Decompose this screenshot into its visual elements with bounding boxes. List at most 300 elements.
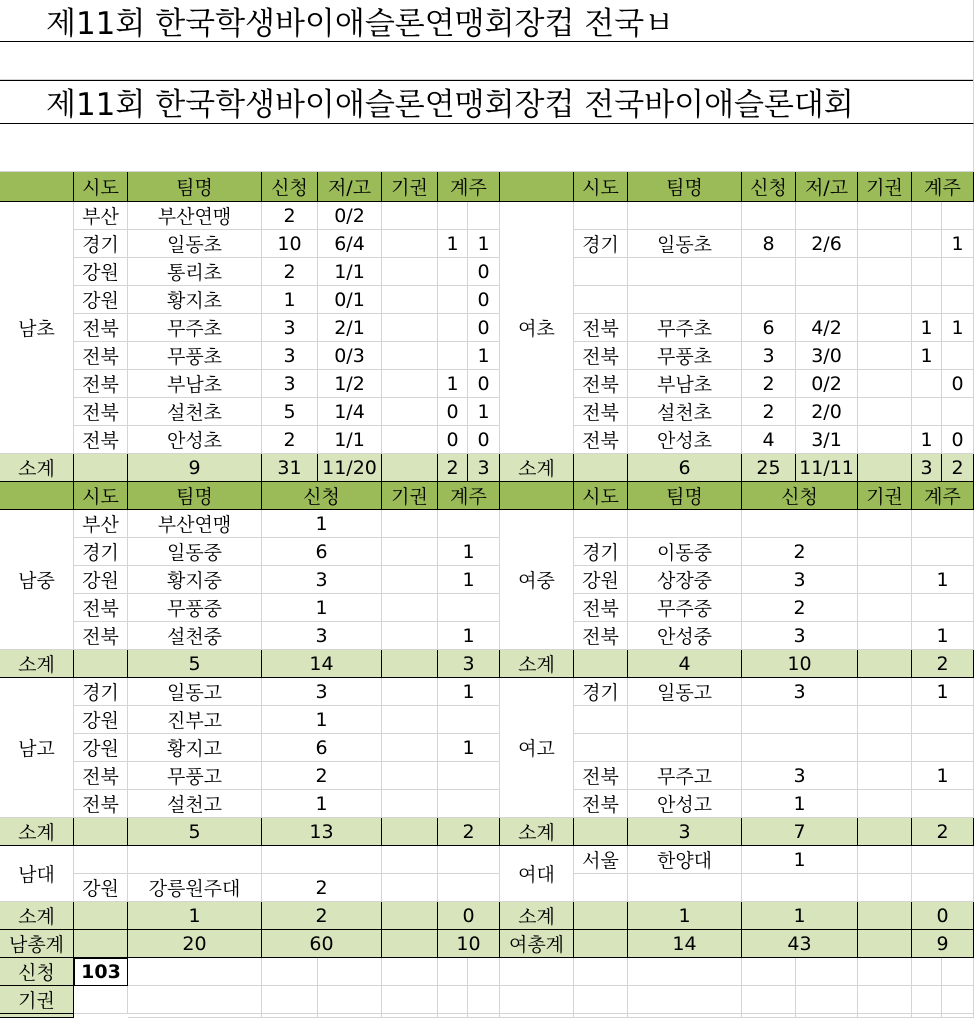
subtotal-label[interactable]: 소계 [0, 902, 74, 930]
forfeit-cell[interactable] [382, 370, 438, 398]
relay-cell[interactable]: 1 [438, 538, 500, 566]
empty-cell[interactable] [382, 958, 438, 986]
region-cell[interactable]: 경기 [74, 678, 128, 706]
region-cell[interactable]: 전북 [574, 790, 628, 818]
relay-cell[interactable] [438, 342, 468, 370]
team-cell[interactable]: 통리초 [128, 258, 262, 286]
subtotal-cell[interactable] [858, 818, 912, 846]
column-header[interactable]: 기권 [382, 172, 438, 202]
subtotal-relay[interactable]: 0 [438, 902, 500, 930]
subtotal-relay[interactable]: 0 [912, 902, 974, 930]
region-cell[interactable] [574, 874, 628, 902]
subtotal-teams[interactable]: 4 [628, 650, 742, 678]
relay-cell[interactable] [912, 370, 942, 398]
forfeit-cell[interactable] [858, 342, 912, 370]
forfeit-cell[interactable] [858, 510, 912, 538]
relay-cell[interactable]: 0 [438, 398, 468, 426]
column-header[interactable]: 계주 [912, 482, 974, 510]
subtotal-cell[interactable] [382, 902, 438, 930]
column-header[interactable]: 기권 [858, 172, 912, 202]
ratio-cell[interactable]: 1/1 [318, 426, 382, 454]
empty-cell[interactable] [500, 958, 574, 986]
empty-cell[interactable] [468, 1014, 500, 1018]
apply-cell[interactable]: 10 [262, 230, 318, 258]
subtotal-relay[interactable]: 2 [942, 454, 974, 482]
forfeit-cell[interactable] [382, 510, 438, 538]
subtotal-cell[interactable] [858, 650, 912, 678]
empty-cell[interactable] [500, 1014, 574, 1018]
region-cell[interactable]: 전북 [574, 370, 628, 398]
team-cell[interactable]: 부산연맹 [128, 202, 262, 230]
ratio-cell[interactable]: 1/2 [318, 370, 382, 398]
apply-cell[interactable] [742, 706, 858, 734]
region-cell[interactable] [74, 846, 128, 874]
subtotal-cell[interactable] [382, 454, 438, 482]
empty-cell[interactable] [574, 986, 628, 1014]
apply-cell[interactable]: 3 [262, 314, 318, 342]
ratio-cell[interactable]: 3/0 [796, 342, 858, 370]
empty-cell[interactable] [858, 958, 912, 986]
forfeit-cell[interactable] [858, 258, 912, 286]
empty-cell[interactable] [742, 958, 796, 986]
relay-cell[interactable]: 1 [468, 342, 500, 370]
team-cell[interactable]: 무풍고 [128, 762, 262, 790]
subtotal-cell[interactable] [574, 454, 628, 482]
region-cell[interactable] [574, 258, 628, 286]
region-cell[interactable]: 경기 [574, 678, 628, 706]
subtotal-relay[interactable]: 2 [438, 818, 500, 846]
subtotal-ratio[interactable]: 11/11 [796, 454, 858, 482]
forfeit-cell[interactable] [382, 538, 438, 566]
empty-cell[interactable] [742, 986, 796, 1014]
team-cell[interactable] [628, 202, 742, 230]
empty-cell[interactable] [262, 986, 318, 1014]
total-teams[interactable]: 20 [128, 930, 262, 958]
relay-cell[interactable] [912, 202, 942, 230]
region-cell[interactable]: 강원 [74, 258, 128, 286]
empty-cell[interactable] [628, 958, 742, 986]
apply-cell[interactable]: 2 [262, 202, 318, 230]
apply-cell[interactable]: 3 [262, 622, 382, 650]
empty-cell[interactable] [628, 1014, 742, 1018]
subtotal-cell[interactable] [74, 454, 128, 482]
empty-cell[interactable] [438, 958, 468, 986]
empty-cell[interactable] [574, 958, 628, 986]
division-label[interactable]: 남중 [0, 510, 74, 650]
region-cell[interactable]: 경기 [74, 230, 128, 258]
empty-cell[interactable] [382, 986, 438, 1014]
subtotal-cell[interactable] [574, 818, 628, 846]
forfeit-cell[interactable] [382, 706, 438, 734]
apply-cell[interactable]: 3 [742, 566, 858, 594]
subtotal-teams[interactable]: 5 [128, 650, 262, 678]
relay-cell[interactable]: 1 [438, 734, 500, 762]
empty-cell[interactable] [742, 1014, 796, 1018]
forfeit-cell[interactable] [858, 790, 912, 818]
apply-cell[interactable] [742, 874, 858, 902]
relay-cell[interactable]: 1 [438, 566, 500, 594]
region-cell[interactable] [574, 734, 628, 762]
subtotal-apply[interactable]: 7 [742, 818, 858, 846]
subtotal-teams[interactable]: 3 [628, 818, 742, 846]
subtotal-apply[interactable]: 2 [262, 902, 382, 930]
apply-cell[interactable]: 1 [262, 706, 382, 734]
total-cell[interactable] [382, 930, 438, 958]
division-label[interactable]: 여고 [500, 678, 574, 818]
subtotal-cell[interactable] [574, 902, 628, 930]
region-cell[interactable]: 전북 [74, 398, 128, 426]
forfeit-cell[interactable] [858, 202, 912, 230]
relay-cell[interactable]: 1 [912, 566, 974, 594]
subtotal-relay[interactable]: 2 [912, 650, 974, 678]
division-label[interactable]: 여대 [500, 846, 574, 902]
ratio-cell[interactable]: 0/1 [318, 286, 382, 314]
empty-cell[interactable] [262, 958, 318, 986]
ratio-cell[interactable]: 2/0 [796, 398, 858, 426]
header-corner[interactable] [0, 172, 74, 202]
forfeit-cell[interactable] [858, 230, 912, 258]
region-cell[interactable] [574, 706, 628, 734]
subtotal-cell[interactable] [74, 818, 128, 846]
relay-cell[interactable]: 0 [468, 258, 500, 286]
total-label[interactable]: 남총계 [0, 930, 74, 958]
relay-cell[interactable]: 1 [912, 762, 974, 790]
empty-cell[interactable] [796, 1014, 858, 1018]
subtotal-apply[interactable]: 31 [262, 454, 318, 482]
subtotal-cell[interactable] [382, 818, 438, 846]
column-header[interactable]: 팀명 [128, 482, 262, 510]
ratio-cell[interactable]: 2/1 [318, 314, 382, 342]
subtotal-relay[interactable]: 3 [468, 454, 500, 482]
apply-cell[interactable]: 3 [262, 342, 318, 370]
column-header[interactable]: 저/고 [318, 172, 382, 202]
header-corner[interactable] [0, 482, 74, 510]
region-cell[interactable]: 전북 [574, 342, 628, 370]
column-header[interactable]: 시도 [574, 482, 628, 510]
apply-cell[interactable]: 2 [742, 538, 858, 566]
apply-cell[interactable]: 3 [742, 622, 858, 650]
empty-cell[interactable] [128, 1014, 262, 1018]
empty-cell[interactable] [796, 986, 858, 1014]
team-cell[interactable] [628, 510, 742, 538]
subtotal-ratio[interactable]: 11/20 [318, 454, 382, 482]
column-header[interactable]: 시도 [74, 172, 128, 202]
team-cell[interactable] [628, 734, 742, 762]
ratio-cell[interactable] [796, 286, 858, 314]
column-header[interactable]: 시도 [574, 172, 628, 202]
forfeit-cell[interactable] [382, 286, 438, 314]
forfeit-cell[interactable] [382, 202, 438, 230]
relay-cell[interactable]: 1 [438, 622, 500, 650]
subtotal-teams[interactable]: 1 [128, 902, 262, 930]
subtotal-cell[interactable] [858, 454, 912, 482]
apply-cell[interactable]: 5 [262, 398, 318, 426]
apply-cell[interactable]: 2 [262, 426, 318, 454]
forfeit-cell[interactable] [858, 286, 912, 314]
relay-cell[interactable] [438, 790, 500, 818]
column-header[interactable]: 신청 [742, 482, 858, 510]
column-header[interactable]: 계주 [438, 172, 500, 202]
forfeit-cell[interactable] [382, 342, 438, 370]
forfeit-cell[interactable] [858, 678, 912, 706]
team-cell[interactable]: 설천초 [628, 398, 742, 426]
region-cell[interactable]: 전북 [74, 370, 128, 398]
relay-cell[interactable] [438, 706, 500, 734]
region-cell[interactable]: 전북 [574, 398, 628, 426]
subtotal-label[interactable]: 소계 [500, 818, 574, 846]
subtotal-teams[interactable]: 1 [628, 902, 742, 930]
total-cell[interactable] [574, 930, 628, 958]
apply-cell[interactable]: 3 [742, 678, 858, 706]
forfeit-cell[interactable] [858, 426, 912, 454]
column-header[interactable]: 팀명 [628, 482, 742, 510]
team-cell[interactable]: 안성고 [628, 790, 742, 818]
column-header[interactable]: 계주 [912, 172, 974, 202]
apply-cell[interactable]: 1 [742, 846, 858, 874]
team-cell[interactable]: 설천중 [128, 622, 262, 650]
empty-cell[interactable] [574, 1014, 628, 1018]
apply-cell[interactable] [742, 734, 858, 762]
apply-cell[interactable] [742, 510, 858, 538]
team-cell[interactable]: 무주초 [628, 314, 742, 342]
column-header[interactable]: 기권 [858, 482, 912, 510]
team-cell[interactable]: 황지초 [128, 286, 262, 314]
column-header[interactable]: 신청 [742, 172, 796, 202]
empty-cell[interactable] [500, 986, 574, 1014]
empty-cell[interactable] [318, 1014, 382, 1018]
summary-forfeit-label[interactable]: 기권 [0, 986, 74, 1014]
column-header[interactable]: 저/고 [796, 172, 858, 202]
relay-cell[interactable]: 0 [468, 426, 500, 454]
total-cell[interactable] [858, 930, 912, 958]
team-cell[interactable] [628, 874, 742, 902]
team-cell[interactable]: 부산연맹 [128, 510, 262, 538]
team-cell[interactable] [628, 258, 742, 286]
ratio-cell[interactable]: 0/3 [318, 342, 382, 370]
region-cell[interactable]: 강원 [74, 286, 128, 314]
apply-cell[interactable]: 6 [742, 314, 796, 342]
forfeit-cell[interactable] [858, 538, 912, 566]
apply-cell[interactable]: 1 [262, 594, 382, 622]
division-label[interactable]: 남대 [0, 846, 74, 902]
apply-cell[interactable]: 3 [262, 370, 318, 398]
relay-cell[interactable] [942, 286, 974, 314]
region-cell[interactable]: 부산 [74, 510, 128, 538]
region-cell[interactable]: 전북 [574, 594, 628, 622]
forfeit-cell[interactable] [858, 874, 912, 902]
subtotal-label[interactable]: 소계 [0, 650, 74, 678]
empty-cell[interactable] [912, 1014, 942, 1018]
relay-cell[interactable] [438, 846, 500, 874]
empty-cell[interactable] [0, 1014, 74, 1018]
summary-apply-label[interactable]: 신청 [0, 958, 74, 986]
relay-cell[interactable]: 1 [912, 678, 974, 706]
forfeit-cell[interactable] [858, 594, 912, 622]
total-teams[interactable]: 14 [628, 930, 742, 958]
apply-cell[interactable]: 3 [742, 342, 796, 370]
relay-cell[interactable]: 0 [468, 370, 500, 398]
relay-cell[interactable]: 1 [942, 230, 974, 258]
team-cell[interactable]: 일동초 [628, 230, 742, 258]
team-cell[interactable]: 설천초 [128, 398, 262, 426]
empty-cell[interactable] [942, 1014, 974, 1018]
region-cell[interactable]: 전북 [74, 342, 128, 370]
relay-cell[interactable] [912, 510, 974, 538]
forfeit-cell[interactable] [382, 314, 438, 342]
relay-cell[interactable]: 0 [468, 314, 500, 342]
team-cell[interactable] [628, 706, 742, 734]
subtotal-apply[interactable]: 25 [742, 454, 796, 482]
subtotal-label[interactable]: 소계 [500, 454, 574, 482]
relay-cell[interactable] [438, 258, 468, 286]
apply-cell[interactable]: 1 [262, 510, 382, 538]
apply-cell[interactable]: 6 [262, 538, 382, 566]
forfeit-cell[interactable] [858, 398, 912, 426]
forfeit-cell[interactable] [858, 314, 912, 342]
total-relay[interactable]: 9 [912, 930, 974, 958]
empty-cell[interactable] [796, 958, 858, 986]
apply-cell[interactable] [262, 846, 382, 874]
apply-cell[interactable] [742, 258, 796, 286]
apply-cell[interactable] [742, 286, 796, 314]
relay-cell[interactable]: 1 [912, 314, 942, 342]
empty-cell[interactable] [318, 958, 382, 986]
column-header[interactable]: 팀명 [628, 172, 742, 202]
total-relay[interactable]: 10 [438, 930, 500, 958]
subtotal-apply[interactable]: 14 [262, 650, 382, 678]
relay-cell[interactable] [942, 342, 974, 370]
forfeit-cell[interactable] [382, 398, 438, 426]
column-header[interactable]: 계주 [438, 482, 500, 510]
relay-cell[interactable] [912, 594, 974, 622]
subtotal-label[interactable]: 소계 [0, 818, 74, 846]
relay-cell[interactable] [912, 874, 974, 902]
apply-cell[interactable]: 2 [742, 594, 858, 622]
relay-cell[interactable] [912, 230, 942, 258]
empty-cell[interactable] [628, 986, 742, 1014]
apply-cell[interactable]: 1 [262, 790, 382, 818]
column-header[interactable]: 시도 [74, 482, 128, 510]
empty-row[interactable] [0, 124, 974, 172]
region-cell[interactable]: 경기 [574, 538, 628, 566]
relay-cell[interactable] [438, 314, 468, 342]
relay-cell[interactable] [912, 258, 942, 286]
region-cell[interactable]: 강원 [574, 566, 628, 594]
forfeit-cell[interactable] [382, 230, 438, 258]
forfeit-cell[interactable] [858, 734, 912, 762]
forfeit-cell[interactable] [382, 258, 438, 286]
team-cell[interactable]: 무풍중 [128, 594, 262, 622]
total-apply[interactable]: 60 [262, 930, 382, 958]
relay-cell[interactable] [438, 286, 468, 314]
team-cell[interactable]: 일동고 [128, 678, 262, 706]
empty-cell[interactable] [438, 986, 468, 1014]
empty-cell[interactable] [858, 1014, 912, 1018]
subtotal-teams[interactable]: 6 [628, 454, 742, 482]
region-cell[interactable] [574, 286, 628, 314]
subtotal-apply[interactable]: 1 [742, 902, 858, 930]
team-cell[interactable]: 무풍초 [628, 342, 742, 370]
apply-cell[interactable]: 4 [742, 426, 796, 454]
ratio-cell[interactable]: 0/2 [796, 370, 858, 398]
relay-cell[interactable] [912, 734, 974, 762]
apply-cell[interactable]: 1 [742, 790, 858, 818]
region-cell[interactable]: 전북 [574, 314, 628, 342]
division-label[interactable]: 여중 [500, 510, 574, 650]
region-cell[interactable]: 경기 [74, 538, 128, 566]
ratio-cell[interactable]: 0/2 [318, 202, 382, 230]
team-cell[interactable]: 안성초 [128, 426, 262, 454]
summary-apply-value[interactable]: 103 [74, 958, 128, 986]
empty-cell[interactable] [942, 986, 974, 1014]
relay-cell[interactable]: 0 [468, 286, 500, 314]
apply-cell[interactable]: 3 [262, 678, 382, 706]
relay-cell[interactable] [912, 846, 974, 874]
team-cell[interactable]: 진부고 [128, 706, 262, 734]
empty-cell[interactable] [318, 986, 382, 1014]
subtotal-teams[interactable]: 5 [128, 818, 262, 846]
empty-cell[interactable] [468, 958, 500, 986]
subtotal-cell[interactable] [858, 902, 912, 930]
region-cell[interactable]: 서울 [574, 846, 628, 874]
subtotal-relay[interactable]: 2 [438, 454, 468, 482]
relay-cell[interactable] [438, 510, 500, 538]
summary-forfeit-value[interactable] [74, 986, 128, 1014]
relay-cell[interactable] [912, 398, 942, 426]
subtotal-apply[interactable]: 10 [742, 650, 858, 678]
forfeit-cell[interactable] [382, 734, 438, 762]
empty-cell[interactable] [262, 1014, 318, 1018]
forfeit-cell[interactable] [382, 594, 438, 622]
apply-cell[interactable]: 6 [262, 734, 382, 762]
team-cell[interactable]: 황지중 [128, 566, 262, 594]
relay-cell[interactable] [468, 202, 500, 230]
subtotal-relay[interactable]: 2 [912, 818, 974, 846]
team-cell[interactable]: 일동중 [128, 538, 262, 566]
apply-cell[interactable]: 2 [262, 874, 382, 902]
ratio-cell[interactable]: 4/2 [796, 314, 858, 342]
empty-cell[interactable] [912, 958, 942, 986]
region-cell[interactable]: 부산 [74, 202, 128, 230]
ratio-cell[interactable]: 1/4 [318, 398, 382, 426]
header-corner[interactable] [500, 172, 574, 202]
subtotal-label[interactable]: 소계 [0, 454, 74, 482]
forfeit-cell[interactable] [858, 762, 912, 790]
apply-cell[interactable]: 2 [262, 762, 382, 790]
region-cell[interactable] [574, 510, 628, 538]
column-header[interactable]: 팀명 [128, 172, 262, 202]
region-cell[interactable]: 전북 [74, 790, 128, 818]
relay-cell[interactable] [912, 538, 974, 566]
relay-cell[interactable] [438, 594, 500, 622]
relay-cell[interactable]: 0 [942, 370, 974, 398]
relay-cell[interactable] [942, 398, 974, 426]
forfeit-cell[interactable] [858, 706, 912, 734]
total-apply[interactable]: 43 [742, 930, 858, 958]
team-cell[interactable]: 일동초 [128, 230, 262, 258]
team-cell[interactable]: 무주중 [628, 594, 742, 622]
forfeit-cell[interactable] [858, 370, 912, 398]
apply-cell[interactable]: 1 [262, 286, 318, 314]
ratio-cell[interactable]: 3/1 [796, 426, 858, 454]
empty-cell[interactable] [438, 1014, 468, 1018]
region-cell[interactable]: 경기 [574, 230, 628, 258]
division-label[interactable]: 여초 [500, 202, 574, 454]
apply-cell[interactable]: 2 [742, 398, 796, 426]
subtotal-apply[interactable]: 13 [262, 818, 382, 846]
relay-cell[interactable]: 1 [468, 398, 500, 426]
relay-cell[interactable]: 1 [912, 342, 942, 370]
